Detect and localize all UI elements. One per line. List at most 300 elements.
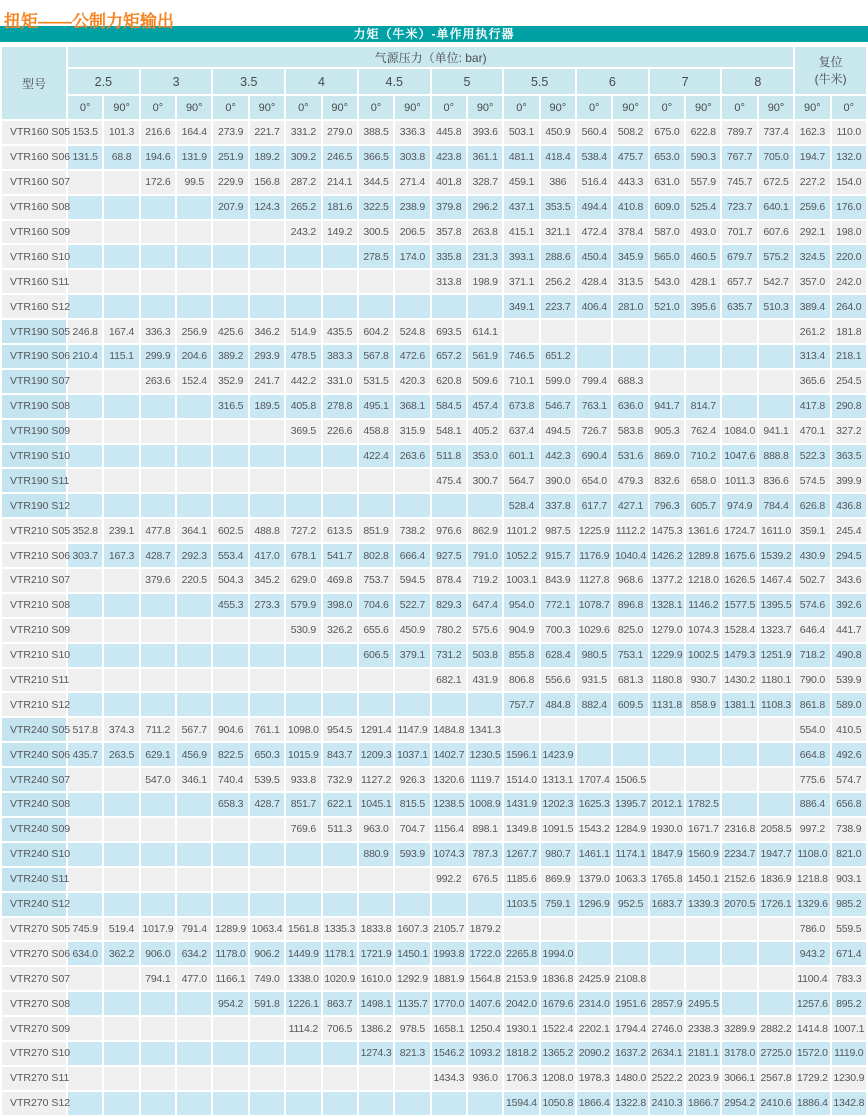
value-cell: [758, 966, 794, 991]
value-cell: 968.6: [612, 568, 648, 593]
value-cell: [721, 394, 757, 419]
value-cell: 1381.1: [721, 692, 757, 717]
value-cell: [212, 468, 248, 493]
value-cell: [540, 717, 576, 742]
value-cell: 198.0: [831, 220, 867, 245]
value-cell: 542.7: [758, 269, 794, 294]
value-cell: 2105.7: [431, 917, 467, 942]
value-cell: 1156.4: [431, 817, 467, 842]
value-cell: 1131.8: [649, 692, 685, 717]
value-cell: 682.1: [431, 668, 467, 693]
value-cell: 1546.2: [431, 1041, 467, 1066]
value-cell: 1296.9: [576, 892, 612, 917]
value-cell: 156.8: [249, 170, 285, 195]
value-cell: 1037.1: [394, 742, 430, 767]
value-cell: 2567.8: [758, 1066, 794, 1091]
value-cell: 393.1: [503, 244, 539, 269]
pressure-values-row: [1, 68, 867, 95]
value-cell: 1514.0: [503, 767, 539, 792]
value-cell: 599.0: [540, 369, 576, 394]
value-cell: 1528.4: [721, 618, 757, 643]
value-cell: 564.7: [503, 468, 539, 493]
value-cell: 992.2: [431, 867, 467, 892]
value-cell: 710.1: [503, 369, 539, 394]
value-cell: 832.6: [649, 468, 685, 493]
model-cell: VTR270 S07: [1, 966, 67, 991]
value-cell: 1572.0: [794, 1041, 830, 1066]
table-row: [1, 568, 867, 593]
value-cell: 704.7: [394, 817, 430, 842]
value-cell: 1449.9: [285, 941, 321, 966]
value-cell: 368.1: [394, 394, 430, 419]
value-cell: 690.4: [576, 444, 612, 469]
value-cell: [212, 668, 248, 693]
value-cell: 428.1: [685, 269, 721, 294]
value-cell: [758, 767, 794, 792]
value-cell: 941.7: [649, 394, 685, 419]
value-cell: 783.3: [831, 966, 867, 991]
value-cell: [285, 643, 321, 668]
value-cell: 886.4: [794, 792, 830, 817]
value-cell: 472.6: [394, 344, 430, 369]
value-cell: 423.8: [431, 145, 467, 170]
value-cell: [322, 1041, 358, 1066]
value-cell: [758, 742, 794, 767]
value-cell: 546.7: [540, 394, 576, 419]
value-cell: [103, 1066, 139, 1091]
value-cell: 1335.3: [322, 917, 358, 942]
model-cell: VTR160 S08: [1, 195, 67, 220]
value-cell: 379.6: [140, 568, 176, 593]
value-cell: 814.7: [685, 394, 721, 419]
value-cell: [358, 892, 394, 917]
value-cell: 858.9: [685, 692, 721, 717]
table-row: [1, 394, 867, 419]
value-cell: 288.6: [540, 244, 576, 269]
value-cell: 379.1: [394, 643, 430, 668]
value-cell: [249, 493, 285, 518]
table-row: [1, 369, 867, 394]
value-cell: [649, 742, 685, 767]
angle-header-5.5-90°: 90°: [540, 95, 576, 120]
value-cell: 393.6: [467, 120, 503, 145]
value-cell: 2725.0: [758, 1041, 794, 1066]
value-cell: 383.3: [322, 344, 358, 369]
value-cell: [140, 394, 176, 419]
value-cell: 869.9: [540, 867, 576, 892]
value-cell: [140, 1016, 176, 1041]
value-cell: 346.2: [249, 319, 285, 344]
value-cell: 2265.8: [503, 941, 539, 966]
value-cell: 1450.1: [394, 941, 430, 966]
value-cell: 1230.5: [467, 742, 503, 767]
value-cell: [358, 294, 394, 319]
value-cell: 2153.9: [503, 966, 539, 991]
value-cell: 366.5: [358, 145, 394, 170]
value-cell: [721, 917, 757, 942]
value-cell: 882.4: [576, 692, 612, 717]
value-cell: 1101.2: [503, 518, 539, 543]
value-cell: [103, 867, 139, 892]
value-cell: 352.9: [212, 369, 248, 394]
value-cell: 259.6: [794, 195, 830, 220]
value-cell: [285, 668, 321, 693]
value-cell: 954.2: [212, 991, 248, 1016]
value-cell: 561.9: [467, 344, 503, 369]
value-cell: 622.1: [322, 792, 358, 817]
value-cell: 769.6: [285, 817, 321, 842]
value-cell: 521.0: [649, 294, 685, 319]
value-cell: [322, 1066, 358, 1091]
value-cell: 296.2: [467, 195, 503, 220]
model-cell: VTR240 S05: [1, 717, 67, 742]
model-cell: VTR190 S05: [1, 319, 67, 344]
value-cell: 604.2: [358, 319, 394, 344]
value-cell: 775.6: [794, 767, 830, 792]
value-cell: [103, 568, 139, 593]
table-title-bar: 力矩（牛米）-单作用执行器: [0, 26, 868, 42]
value-cell: [103, 593, 139, 618]
value-cell: 1250.4: [467, 1016, 503, 1041]
value-cell: 2338.3: [685, 1016, 721, 1041]
value-cell: 602.5: [212, 518, 248, 543]
value-cell: 1947.7: [758, 842, 794, 867]
value-cell: [431, 294, 467, 319]
value-cell: 362.2: [103, 941, 139, 966]
value-cell: 666.4: [394, 543, 430, 568]
value-cell: [721, 941, 757, 966]
value-cell: [176, 593, 212, 618]
value-cell: [212, 493, 248, 518]
model-cell: VTR210 S10: [1, 643, 67, 668]
value-cell: [612, 319, 648, 344]
value-cell: 2234.7: [721, 842, 757, 867]
value-cell: 399.9: [831, 468, 867, 493]
value-cell: 985.2: [831, 892, 867, 917]
value-cell: 194.6: [140, 145, 176, 170]
value-cell: 761.1: [249, 717, 285, 742]
value-cell: [212, 444, 248, 469]
model-cell: VTR190 S08: [1, 394, 67, 419]
value-cell: 1625.3: [576, 792, 612, 817]
value-cell: [685, 369, 721, 394]
value-cell: 1361.6: [685, 518, 721, 543]
angle-header-3.5-90°: 90°: [249, 95, 285, 120]
value-cell: 189.2: [249, 145, 285, 170]
value-cell: 281.0: [612, 294, 648, 319]
value-cell: 609.0: [649, 195, 685, 220]
value-cell: 1108.3: [758, 692, 794, 717]
value-cell: 1671.7: [685, 817, 721, 842]
value-cell: [103, 294, 139, 319]
value-cell: [67, 1091, 103, 1116]
value-cell: 557.9: [685, 170, 721, 195]
value-cell: 229.9: [212, 170, 248, 195]
value-cell: 574.7: [831, 767, 867, 792]
value-cell: [394, 692, 430, 717]
value-cell: 1320.6: [431, 767, 467, 792]
value-cell: [285, 468, 321, 493]
value-cell: [140, 842, 176, 867]
value-cell: 422.4: [358, 444, 394, 469]
value-cell: 239.1: [103, 518, 139, 543]
value-cell: [103, 643, 139, 668]
value-cell: [576, 717, 612, 742]
value-cell: 110.0: [831, 120, 867, 145]
value-cell: 719.2: [467, 568, 503, 593]
value-cell: 435.5: [322, 319, 358, 344]
value-cell: [758, 369, 794, 394]
value-cell: 357.0: [794, 269, 830, 294]
value-cell: 1202.3: [540, 792, 576, 817]
value-cell: 246.5: [322, 145, 358, 170]
value-cell: [103, 444, 139, 469]
value-cell: 904.9: [503, 618, 539, 643]
value-cell: [612, 717, 648, 742]
pressure-header-7: 7: [649, 68, 722, 95]
angle-header-2.5-0°: 0°: [67, 95, 103, 120]
value-cell: 1577.5: [721, 593, 757, 618]
value-cell: [322, 692, 358, 717]
value-cell: 905.3: [649, 419, 685, 444]
value-cell: 2410.6: [758, 1091, 794, 1116]
value-cell: [758, 344, 794, 369]
table-row: [1, 941, 867, 966]
value-cell: [685, 917, 721, 942]
model-cell: VTR210 S07: [1, 568, 67, 593]
value-cell: 1052.2: [503, 543, 539, 568]
value-cell: 508.2: [612, 120, 648, 145]
table-row: [1, 220, 867, 245]
model-cell: VTR190 S09: [1, 419, 67, 444]
value-cell: [285, 244, 321, 269]
value-cell: 589.0: [831, 692, 867, 717]
value-cell: [140, 1066, 176, 1091]
value-cell: 1218.8: [794, 867, 830, 892]
value-cell: 878.4: [431, 568, 467, 593]
value-cell: 99.5: [176, 170, 212, 195]
value-cell: 1045.1: [358, 792, 394, 817]
value-cell: 401.8: [431, 170, 467, 195]
value-cell: [249, 244, 285, 269]
value-cell: 1930.1: [503, 1016, 539, 1041]
value-cell: 336.3: [140, 319, 176, 344]
value-cell: [67, 618, 103, 643]
value-cell: 1683.7: [649, 892, 685, 917]
value-cell: 554.0: [794, 717, 830, 742]
value-cell: 504.3: [212, 568, 248, 593]
value-cell: 2090.2: [576, 1041, 612, 1066]
value-cell: 278.5: [358, 244, 394, 269]
value-cell: 786.0: [794, 917, 830, 942]
value-cell: 1658.1: [431, 1016, 467, 1041]
value-cell: 727.2: [285, 518, 321, 543]
value-cell: 1721.9: [358, 941, 394, 966]
value-cell: [721, 991, 757, 1016]
value-cell: [721, 344, 757, 369]
value-cell: 331.0: [322, 369, 358, 394]
value-cell: 587.0: [649, 220, 685, 245]
value-cell: 1770.0: [431, 991, 467, 1016]
value-cell: 737.4: [758, 120, 794, 145]
value-cell: 565.0: [649, 244, 685, 269]
value-cell: 1886.4: [794, 1091, 830, 1116]
value-cell: 1279.0: [649, 618, 685, 643]
value-cell: [394, 1066, 430, 1091]
value-cell: 428.4: [576, 269, 612, 294]
value-cell: 531.6: [612, 444, 648, 469]
value-cell: 634.0: [67, 941, 103, 966]
value-cell: 475.7: [612, 145, 648, 170]
value-cell: 704.6: [358, 593, 394, 618]
value-cell: 1543.2: [576, 817, 612, 842]
value-cell: [322, 643, 358, 668]
value-cell: 337.8: [540, 493, 576, 518]
pressure-header-2.5: 2.5: [67, 68, 140, 95]
value-cell: [758, 717, 794, 742]
value-cell: [358, 1066, 394, 1091]
value-cell: 251.9: [212, 145, 248, 170]
value-cell: 1112.2: [612, 518, 648, 543]
value-cell: 671.4: [831, 941, 867, 966]
value-cell: 673.8: [503, 394, 539, 419]
table-row: [1, 717, 867, 742]
value-cell: [212, 1041, 248, 1066]
value-cell: 389.2: [212, 344, 248, 369]
value-cell: 271.4: [394, 170, 430, 195]
value-cell: 1208.0: [540, 1066, 576, 1091]
value-cell: [431, 493, 467, 518]
value-cell: [67, 220, 103, 245]
angle-header-8-90°: 90°: [758, 95, 794, 120]
table-row: [1, 817, 867, 842]
value-cell: 855.8: [503, 643, 539, 668]
value-cell: [685, 742, 721, 767]
value-cell: 1637.2: [612, 1041, 648, 1066]
value-cell: 651.2: [540, 344, 576, 369]
value-cell: [67, 842, 103, 867]
angle-header-3-90°: 90°: [176, 95, 212, 120]
value-cell: 361.1: [467, 145, 503, 170]
table-row: [1, 543, 867, 568]
value-cell: 331.2: [285, 120, 321, 145]
value-cell: 189.5: [249, 394, 285, 419]
value-cell: [322, 493, 358, 518]
value-cell: [140, 892, 176, 917]
value-cell: [67, 568, 103, 593]
value-cell: 718.2: [794, 643, 830, 668]
value-cell: 198.9: [467, 269, 503, 294]
value-cell: [140, 643, 176, 668]
value-cell: 172.6: [140, 170, 176, 195]
value-cell: 349.1: [503, 294, 539, 319]
value-cell: 511.8: [431, 444, 467, 469]
table-row: [1, 867, 867, 892]
value-cell: 1225.9: [576, 518, 612, 543]
value-cell: 365.6: [794, 369, 830, 394]
value-cell: [576, 319, 612, 344]
value-cell: 242.0: [831, 269, 867, 294]
value-cell: 427.1: [612, 493, 648, 518]
value-cell: [649, 344, 685, 369]
value-cell: [467, 1091, 503, 1116]
value-cell: 784.4: [758, 493, 794, 518]
value-cell: 322.5: [358, 195, 394, 220]
value-cell: [249, 294, 285, 319]
table-row: [1, 468, 867, 493]
value-cell: 162.3: [794, 120, 830, 145]
value-cell: 425.6: [212, 319, 248, 344]
model-cell: VTR160 S05: [1, 120, 67, 145]
value-cell: [103, 767, 139, 792]
angle-header-5-0°: 0°: [431, 95, 467, 120]
value-cell: 1461.1: [576, 842, 612, 867]
value-cell: 313.8: [431, 269, 467, 294]
value-cell: 1498.1: [358, 991, 394, 1016]
value-cell: [140, 593, 176, 618]
value-cell: 584.5: [431, 394, 467, 419]
value-cell: 181.6: [322, 195, 358, 220]
value-cell: 1729.2: [794, 1066, 830, 1091]
value-cell: 101.3: [103, 120, 139, 145]
value-cell: 293.9: [249, 344, 285, 369]
model-cell: VTR270 S12: [1, 1091, 67, 1116]
model-cell: VTR190 S06: [1, 344, 67, 369]
value-cell: 628.4: [540, 643, 576, 668]
value-cell: 428.7: [140, 543, 176, 568]
value-cell: 1178.1: [322, 941, 358, 966]
value-cell: 1951.6: [612, 991, 648, 1016]
value-cell: [103, 220, 139, 245]
value-cell: 931.5: [576, 668, 612, 693]
table-row: [1, 269, 867, 294]
value-cell: 711.2: [140, 717, 176, 742]
value-cell: 620.8: [431, 369, 467, 394]
value-cell: 657.7: [721, 269, 757, 294]
model-cell: VTR240 S08: [1, 792, 67, 817]
value-cell: 926.3: [394, 767, 430, 792]
value-cell: 1040.4: [612, 543, 648, 568]
value-cell: [176, 294, 212, 319]
value-cell: 560.4: [576, 120, 612, 145]
value-cell: 503.8: [467, 643, 503, 668]
value-cell: 442.3: [540, 444, 576, 469]
value-cell: 656.8: [831, 792, 867, 817]
value-cell: [685, 966, 721, 991]
value-cell: 767.7: [721, 145, 757, 170]
value-cell: 522.7: [394, 593, 430, 618]
value-cell: 328.7: [467, 170, 503, 195]
value-cell: 1564.8: [467, 966, 503, 991]
angle-labels-row: [1, 95, 867, 120]
value-cell: [576, 917, 612, 942]
value-cell: [394, 668, 430, 693]
value-cell: 1707.4: [576, 767, 612, 792]
value-cell: 528.4: [503, 493, 539, 518]
value-cell: 2108.8: [612, 966, 648, 991]
table-row: [1, 1066, 867, 1091]
value-cell: 930.7: [685, 668, 721, 693]
value-cell: [394, 294, 430, 319]
value-cell: [358, 468, 394, 493]
value-cell: [285, 842, 321, 867]
value-cell: 1011.3: [721, 468, 757, 493]
value-cell: [322, 867, 358, 892]
value-cell: [249, 1091, 285, 1116]
value-cell: 2058.5: [758, 817, 794, 842]
value-cell: 378.4: [612, 220, 648, 245]
value-cell: [249, 618, 285, 643]
